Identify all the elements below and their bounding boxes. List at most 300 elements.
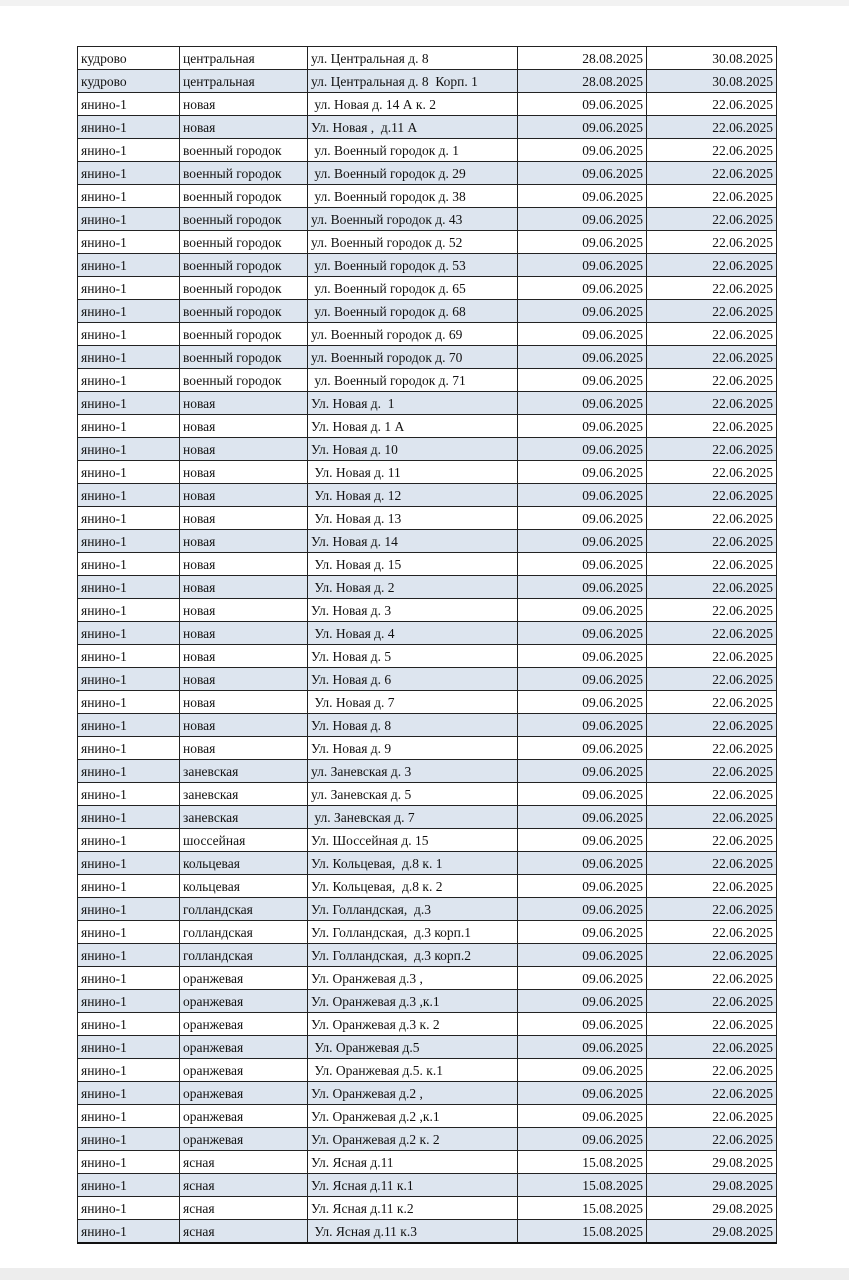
start-date-cell: 09.06.2025 [518,829,647,852]
locality-cell: янино-1 [78,921,180,944]
table-row [78,70,777,93]
start-date-cell: 09.06.2025 [518,622,647,645]
end-date-cell: 22.06.2025 [647,231,777,254]
street-cell: военный городок [180,323,308,346]
end-date-cell: 30.08.2025 [647,70,777,93]
end-date-cell: 22.06.2025 [647,691,777,714]
start-date-cell: 09.06.2025 [518,1105,647,1128]
end-date-cell: 22.06.2025 [647,760,777,783]
address-cell: ул. Военный городок д. 71 [308,369,518,392]
table-row [78,599,777,622]
street-cell: оранжевая [180,990,308,1013]
address-cell: ул. Военный городок д. 65 [308,277,518,300]
end-date-cell: 22.06.2025 [647,645,777,668]
street-cell: военный городок [180,346,308,369]
locality-cell: янино-1 [78,645,180,668]
table-row [78,346,777,369]
street-cell: новая [180,438,308,461]
locality-cell: кудрово [78,70,180,93]
start-date-cell: 09.06.2025 [518,806,647,829]
street-cell: военный городок [180,139,308,162]
table-row [78,1082,777,1105]
street-cell: оранжевая [180,1013,308,1036]
end-date-cell: 22.06.2025 [647,852,777,875]
street-cell: заневская [180,783,308,806]
street-cell: новая [180,415,308,438]
locality-cell: янино-1 [78,944,180,967]
bottom-margin [0,1268,849,1280]
locality-cell: янино-1 [78,484,180,507]
start-date-cell: 09.06.2025 [518,967,647,990]
table-row [78,1013,777,1036]
start-date-cell: 09.06.2025 [518,737,647,760]
table-row [78,415,777,438]
start-date-cell: 09.06.2025 [518,254,647,277]
start-date-cell: 09.06.2025 [518,277,647,300]
address-cell: ул. Военный городок д. 52 [308,231,518,254]
end-date-cell: 22.06.2025 [647,254,777,277]
street-cell: военный городок [180,185,308,208]
street-cell: новая [180,576,308,599]
address-cell: Ул. Новая д. 3 [308,599,518,622]
end-date-cell: 22.06.2025 [647,1105,777,1128]
locality-cell: янино-1 [78,1059,180,1082]
locality-cell: янино-1 [78,760,180,783]
start-date-cell: 15.08.2025 [518,1220,647,1244]
address-cell: ул. Центральная д. 8 [308,47,518,70]
locality-cell: янино-1 [78,691,180,714]
address-cell: Ул. Новая д. 7 [308,691,518,714]
start-date-cell: 09.06.2025 [518,415,647,438]
locality-cell: янино-1 [78,668,180,691]
locality-cell: янино-1 [78,1151,180,1174]
street-cell: заневская [180,760,308,783]
start-date-cell: 09.06.2025 [518,875,647,898]
locality-cell: янино-1 [78,875,180,898]
end-date-cell: 22.06.2025 [647,553,777,576]
end-date-cell: 22.06.2025 [647,1128,777,1151]
end-date-cell: 29.08.2025 [647,1174,777,1197]
end-date-cell: 22.06.2025 [647,323,777,346]
address-cell: Ул. Шоссейная д. 15 [308,829,518,852]
end-date-cell: 30.08.2025 [647,47,777,70]
locality-cell: янино-1 [78,1197,180,1220]
address-cell: Ул. Новая д. 9 [308,737,518,760]
address-cell: Ул. Новая д. 5 [308,645,518,668]
end-date-cell: 22.06.2025 [647,668,777,691]
street-cell: новая [180,530,308,553]
address-cell: Ул. Новая д. 1 А [308,415,518,438]
end-date-cell: 22.06.2025 [647,967,777,990]
start-date-cell: 09.06.2025 [518,898,647,921]
street-cell: новая [180,553,308,576]
address-cell: Ул. Оранжевая д.5 [308,1036,518,1059]
table-row [78,1174,777,1197]
start-date-cell: 28.08.2025 [518,47,647,70]
start-date-cell: 09.06.2025 [518,645,647,668]
start-date-cell: 09.06.2025 [518,93,647,116]
end-date-cell: 22.06.2025 [647,185,777,208]
end-date-cell: 22.06.2025 [647,921,777,944]
address-cell: Ул. Оранжевая д.5. к.1 [308,1059,518,1082]
locality-cell: янино-1 [78,139,180,162]
start-date-cell: 09.06.2025 [518,139,647,162]
end-date-cell: 22.06.2025 [647,1059,777,1082]
end-date-cell: 22.06.2025 [647,369,777,392]
street-cell: военный городок [180,254,308,277]
table-row [78,921,777,944]
table-row [78,944,777,967]
table-row [78,93,777,116]
table-row [78,507,777,530]
table-row [78,806,777,829]
table-row [78,323,777,346]
locality-cell: янино-1 [78,1082,180,1105]
street-cell: военный городок [180,277,308,300]
table-row [78,760,777,783]
end-date-cell: 22.06.2025 [647,737,777,760]
address-cell: Ул. Новая д. 15 [308,553,518,576]
locality-cell: янино-1 [78,392,180,415]
locality-cell: янино-1 [78,1013,180,1036]
table-body [78,47,777,1244]
table-row [78,1197,777,1220]
locality-cell: янино-1 [78,300,180,323]
table-row [78,484,777,507]
locality-cell: янино-1 [78,783,180,806]
table-row [78,783,777,806]
address-cell: Ул. Ясная д.11 к.3 [308,1220,518,1244]
address-cell: Ул. Ясная д.11 [308,1151,518,1174]
street-cell: военный городок [180,369,308,392]
start-date-cell: 09.06.2025 [518,599,647,622]
street-cell: центральная [180,47,308,70]
end-date-cell: 29.08.2025 [647,1197,777,1220]
table-row [78,668,777,691]
street-cell: заневская [180,806,308,829]
street-cell: оранжевая [180,1105,308,1128]
table-row [78,1059,777,1082]
address-cell: Ул. Новая , д.11 А [308,116,518,139]
address-cell: ул. Военный городок д. 53 [308,254,518,277]
start-date-cell: 15.08.2025 [518,1151,647,1174]
locality-cell: янино-1 [78,208,180,231]
address-cell: ул. Заневская д. 5 [308,783,518,806]
start-date-cell: 09.06.2025 [518,760,647,783]
locality-cell: янино-1 [78,507,180,530]
end-date-cell: 22.06.2025 [647,990,777,1013]
end-date-cell: 22.06.2025 [647,875,777,898]
table-row [78,1128,777,1151]
address-cell: ул. Центральная д. 8 Корп. 1 [308,70,518,93]
start-date-cell: 09.06.2025 [518,484,647,507]
street-cell: новая [180,461,308,484]
address-cell: ул. Заневская д. 3 [308,760,518,783]
street-cell: новая [180,645,308,668]
street-cell: новая [180,668,308,691]
address-cell: Ул. Голландская, д.3 [308,898,518,921]
start-date-cell: 09.06.2025 [518,323,647,346]
start-date-cell: 09.06.2025 [518,944,647,967]
locality-cell: янино-1 [78,116,180,139]
start-date-cell: 09.06.2025 [518,553,647,576]
locality-cell: янино-1 [78,461,180,484]
end-date-cell: 22.06.2025 [647,898,777,921]
start-date-cell: 09.06.2025 [518,668,647,691]
address-cell: Ул. Новая д. 8 [308,714,518,737]
table-row [78,622,777,645]
locality-cell: янино-1 [78,806,180,829]
start-date-cell: 15.08.2025 [518,1174,647,1197]
start-date-cell: 28.08.2025 [518,70,647,93]
street-cell: оранжевая [180,967,308,990]
street-cell: новая [180,484,308,507]
locality-cell: янино-1 [78,576,180,599]
address-cell: Ул. Ясная д.11 к.1 [308,1174,518,1197]
table-row [78,277,777,300]
address-cell: ул. Военный городок д. 70 [308,346,518,369]
end-date-cell: 22.06.2025 [647,277,777,300]
locality-cell: янино-1 [78,277,180,300]
street-cell: шоссейная [180,829,308,852]
start-date-cell: 09.06.2025 [518,1128,647,1151]
locality-cell: янино-1 [78,231,180,254]
table-row [78,392,777,415]
street-cell: новая [180,392,308,415]
street-cell: новая [180,714,308,737]
address-cell: Ул. Голландская, д.3 корп.1 [308,921,518,944]
table-row [78,1220,777,1244]
locality-cell: янино-1 [78,599,180,622]
address-cell: ул. Военный городок д. 29 [308,162,518,185]
end-date-cell: 22.06.2025 [647,599,777,622]
table-row [78,553,777,576]
street-cell: оранжевая [180,1082,308,1105]
locality-cell: янино-1 [78,737,180,760]
locality-cell: янино-1 [78,1036,180,1059]
address-cell: ул. Новая д. 14 А к. 2 [308,93,518,116]
address-cell: Ул. Новая д. 1 [308,392,518,415]
table-row [78,254,777,277]
address-cell: Ул. Оранжевая д.3 ,к.1 [308,990,518,1013]
address-cell: ул. Военный городок д. 1 [308,139,518,162]
locality-cell: янино-1 [78,346,180,369]
address-cell: ул. Военный городок д. 69 [308,323,518,346]
locality-cell: янино-1 [78,622,180,645]
end-date-cell: 22.06.2025 [647,714,777,737]
end-date-cell: 22.06.2025 [647,116,777,139]
street-cell: военный городок [180,231,308,254]
end-date-cell: 22.06.2025 [647,829,777,852]
start-date-cell: 09.06.2025 [518,1013,647,1036]
start-date-cell: 09.06.2025 [518,1082,647,1105]
end-date-cell: 22.06.2025 [647,93,777,116]
address-cell: Ул. Новая д. 14 [308,530,518,553]
locality-cell: янино-1 [78,438,180,461]
start-date-cell: 09.06.2025 [518,461,647,484]
address-cell: Ул. Новая д. 12 [308,484,518,507]
start-date-cell: 09.06.2025 [518,507,647,530]
start-date-cell: 09.06.2025 [518,714,647,737]
locality-cell: кудрово [78,47,180,70]
locality-cell: янино-1 [78,1220,180,1244]
table-row [78,898,777,921]
spreadsheet-table [77,46,777,1244]
start-date-cell: 09.06.2025 [518,990,647,1013]
table-row [78,967,777,990]
end-date-cell: 22.06.2025 [647,208,777,231]
start-date-cell: 09.06.2025 [518,438,647,461]
street-cell: военный городок [180,300,308,323]
street-cell: ясная [180,1197,308,1220]
street-cell: военный городок [180,162,308,185]
street-cell: кольцевая [180,852,308,875]
start-date-cell: 09.06.2025 [518,1036,647,1059]
street-cell: ясная [180,1174,308,1197]
street-cell: оранжевая [180,1059,308,1082]
table-row [78,47,777,70]
end-date-cell: 22.06.2025 [647,392,777,415]
table-row [78,645,777,668]
table-row [78,691,777,714]
start-date-cell: 09.06.2025 [518,369,647,392]
address-cell: Ул. Оранжевая д.3 , [308,967,518,990]
table-row [78,737,777,760]
start-date-cell: 09.06.2025 [518,392,647,415]
end-date-cell: 22.06.2025 [647,783,777,806]
locality-cell: янино-1 [78,990,180,1013]
locality-cell: янино-1 [78,1105,180,1128]
address-cell: Ул. Новая д. 13 [308,507,518,530]
locality-cell: янино-1 [78,829,180,852]
address-cell: Ул. Оранжевая д.2 , [308,1082,518,1105]
end-date-cell: 22.06.2025 [647,300,777,323]
end-date-cell: 22.06.2025 [647,415,777,438]
address-cell: Ул. Новая д. 2 [308,576,518,599]
start-date-cell: 09.06.2025 [518,576,647,599]
locality-cell: янино-1 [78,898,180,921]
table-row [78,185,777,208]
start-date-cell: 09.06.2025 [518,921,647,944]
address-cell: Ул. Кольцевая, д.8 к. 1 [308,852,518,875]
locality-cell: янино-1 [78,254,180,277]
end-date-cell: 22.06.2025 [647,944,777,967]
street-cell: голландская [180,898,308,921]
locality-cell: янино-1 [78,185,180,208]
street-cell: ясная [180,1151,308,1174]
table-row [78,714,777,737]
street-cell: центральная [180,70,308,93]
street-cell: голландская [180,944,308,967]
address-cell: Ул. Кольцевая, д.8 к. 2 [308,875,518,898]
address-cell: ул. Заневская д. 7 [308,806,518,829]
start-date-cell: 09.06.2025 [518,162,647,185]
street-cell: новая [180,691,308,714]
start-date-cell: 09.06.2025 [518,691,647,714]
table-row [78,530,777,553]
table-row [78,829,777,852]
locality-cell: янино-1 [78,967,180,990]
end-date-cell: 22.06.2025 [647,1082,777,1105]
address-cell: Ул. Оранжевая д.3 к. 2 [308,1013,518,1036]
table-row [78,208,777,231]
end-date-cell: 22.06.2025 [647,576,777,599]
end-date-cell: 22.06.2025 [647,162,777,185]
end-date-cell: 22.06.2025 [647,806,777,829]
table-row [78,231,777,254]
end-date-cell: 22.06.2025 [647,1036,777,1059]
start-date-cell: 09.06.2025 [518,231,647,254]
address-cell: Ул. Новая д. 10 [308,438,518,461]
table-row [78,116,777,139]
end-date-cell: 22.06.2025 [647,346,777,369]
address-cell: Ул. Голландская, д.3 корп.2 [308,944,518,967]
locality-cell: янино-1 [78,1128,180,1151]
start-date-cell: 09.06.2025 [518,783,647,806]
address-cell: Ул. Оранжевая д.2 ,к.1 [308,1105,518,1128]
locality-cell: янино-1 [78,162,180,185]
start-date-cell: 09.06.2025 [518,1059,647,1082]
start-date-cell: 15.08.2025 [518,1197,647,1220]
start-date-cell: 09.06.2025 [518,346,647,369]
end-date-cell: 22.06.2025 [647,461,777,484]
street-cell: голландская [180,921,308,944]
table-row [78,438,777,461]
table-row [78,875,777,898]
locality-cell: янино-1 [78,369,180,392]
end-date-cell: 29.08.2025 [647,1151,777,1174]
end-date-cell: 22.06.2025 [647,622,777,645]
street-cell: новая [180,116,308,139]
table-row [78,162,777,185]
table-row [78,461,777,484]
table-row [78,139,777,162]
street-cell: новая [180,93,308,116]
street-cell: новая [180,599,308,622]
start-date-cell: 09.06.2025 [518,852,647,875]
locality-cell: янино-1 [78,530,180,553]
end-date-cell: 22.06.2025 [647,530,777,553]
street-cell: новая [180,622,308,645]
table-row [78,1151,777,1174]
street-cell: оранжевая [180,1128,308,1151]
end-date-cell: 22.06.2025 [647,139,777,162]
top-margin [0,0,849,6]
table-row [78,576,777,599]
street-cell: новая [180,507,308,530]
table-row [78,1036,777,1059]
end-date-cell: 22.06.2025 [647,484,777,507]
address-cell: ул. Военный городок д. 68 [308,300,518,323]
end-date-cell: 22.06.2025 [647,438,777,461]
start-date-cell: 09.06.2025 [518,300,647,323]
table-row [78,369,777,392]
start-date-cell: 09.06.2025 [518,530,647,553]
start-date-cell: 09.06.2025 [518,116,647,139]
end-date-cell: 22.06.2025 [647,507,777,530]
street-cell: кольцевая [180,875,308,898]
address-cell: ул. Военный городок д. 43 [308,208,518,231]
locality-cell: янино-1 [78,1174,180,1197]
end-date-cell: 22.06.2025 [647,1013,777,1036]
address-cell: Ул. Оранжевая д.2 к. 2 [308,1128,518,1151]
start-date-cell: 09.06.2025 [518,208,647,231]
table-row [78,990,777,1013]
street-cell: ясная [180,1220,308,1244]
locality-cell: янино-1 [78,93,180,116]
start-date-cell: 09.06.2025 [518,185,647,208]
end-date-cell: 29.08.2025 [647,1220,777,1244]
